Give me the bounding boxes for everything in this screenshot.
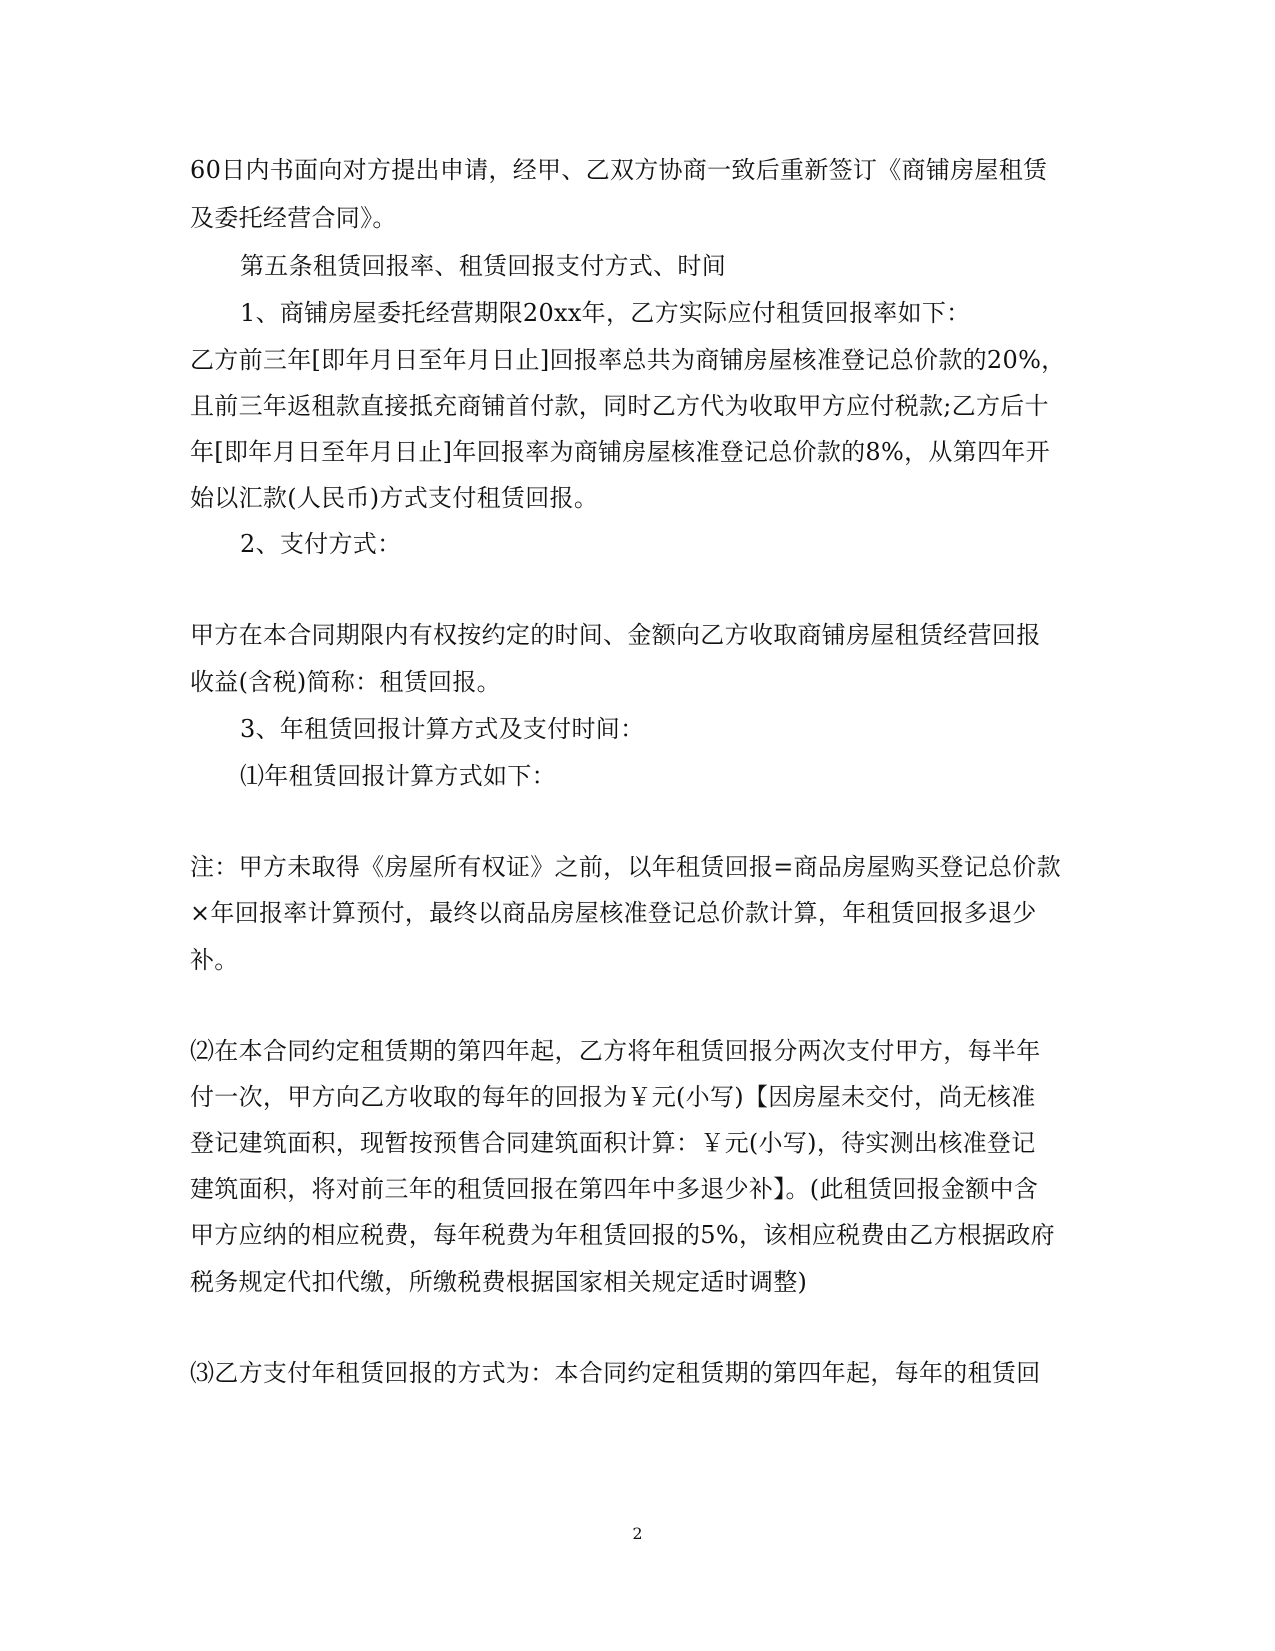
page-number: 2: [632, 1524, 643, 1543]
text-line: 登记建筑面积，现暂按预售合同建筑面积计算：￥元(小写)，待实测出核准登记: [190, 1129, 1036, 1157]
text-line: 年[即年月日至年月日止]年回报率为商铺房屋核准登记总价款的8%，从第四年开: [190, 438, 1050, 466]
text-line: 60日内书面向对方提出申请，经甲、乙双方协商一致后重新签订《商铺房屋租赁: [190, 156, 1048, 184]
text-line: ×年回报率计算预付，最终以商品房屋核准登记总价款计算，年租赁回报多退少: [190, 899, 1037, 927]
text-line: 甲方在本合同期限内有权按约定的时间、金额向乙方收取商铺房屋租赁经营回报: [190, 621, 1041, 649]
text-line: 乙方前三年[即年月日至年月日止]回报率总共为商铺房屋核准登记总价款的20%，: [190, 346, 1066, 374]
text-line: 注：甲方未取得《房屋所有权证》之前，以年租赁回报=商品房屋购买登记总价款: [190, 853, 1061, 881]
section-heading: 第五条租赁回报率、租赁回报支付方式、时间: [240, 252, 726, 280]
text-line: 2、支付方式：: [240, 530, 402, 558]
text-line: 1、商铺房屋委托经营期限20xx年，乙方实际应付租赁回报率如下：: [240, 299, 971, 327]
text-line: ⑴年租赁回报计算方式如下：: [240, 762, 556, 790]
text-line: 且前三年返租款直接抵充商铺首付款，同时乙方代为收取甲方应付税款;乙方后十: [190, 392, 1049, 420]
text-line: ⑶乙方支付年租赁回报的方式为：本合同约定租赁期的第四年起，每年的租赁回: [190, 1359, 1041, 1387]
text-line: ⑵在本合同约定租赁期的第四年起，乙方将年租赁回报分两次支付甲方，每半年: [190, 1037, 1041, 1065]
text-line: 建筑面积，将对前三年的租赁回报在第四年中多退少补】。(此租赁回报金额中含: [190, 1175, 1039, 1203]
text-line: 甲方应纳的相应税费，每年税费为年租赁回报的5%，该相应税费由乙方根据政府: [190, 1221, 1055, 1249]
text-line: 及委托经营合同》。: [190, 204, 397, 232]
text-line: 税务规定代扣代缴，所缴税费根据国家相关规定适时调整): [190, 1268, 808, 1296]
text-line: 收益(含税)简称：租赁回报。: [190, 668, 501, 696]
text-line: 3、年租赁回报计算方式及支付时间：: [240, 715, 645, 743]
text-line: 补。: [190, 946, 239, 974]
text-line: 始以汇款(人民币)方式支付租赁回报。: [190, 484, 599, 512]
text-line: 付一次，甲方向乙方收取的每年的回报为￥元(小写)【因房屋未交付，尚无核准: [190, 1083, 1036, 1111]
